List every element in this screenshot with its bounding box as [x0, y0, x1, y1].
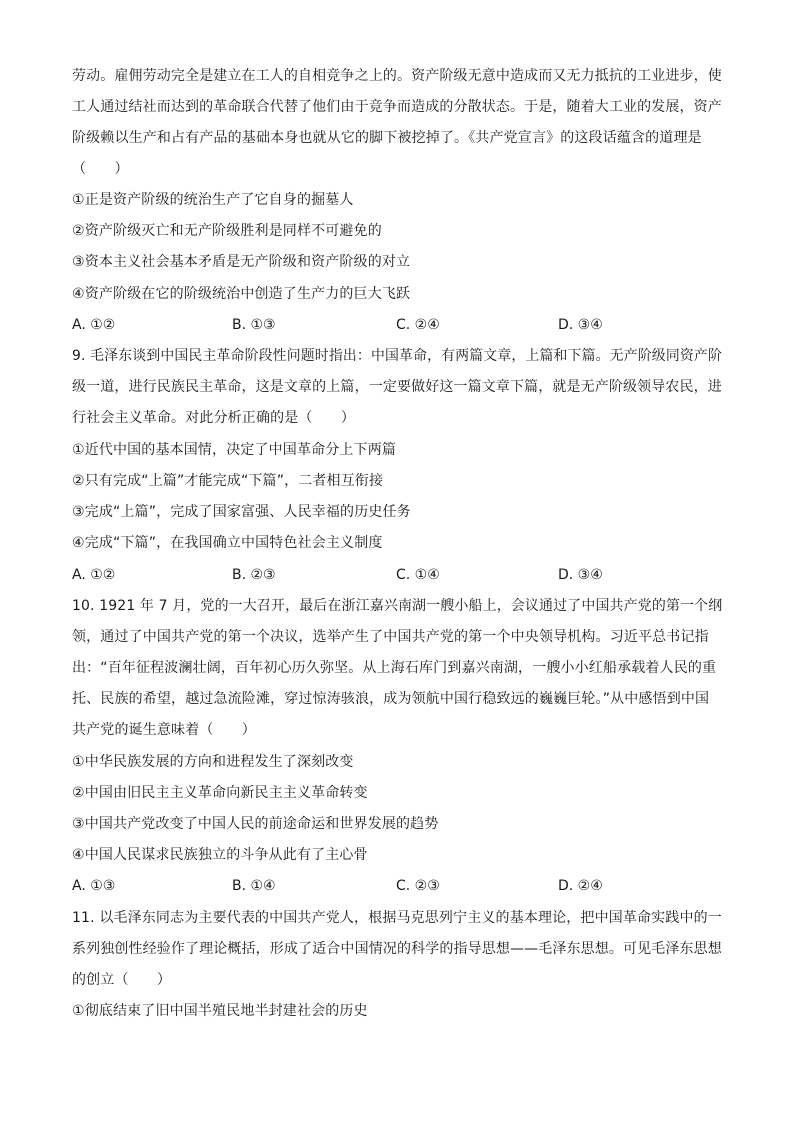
question-11-stem-line: 的创立（ ）: [72, 972, 172, 988]
question-8-statement: ③资本主义社会基本矛盾是无产阶级和资产阶级的对立: [72, 254, 411, 270]
question-8-option-c[interactable]: C. ②④: [396, 317, 440, 333]
question-9-option-a[interactable]: A. ①②: [72, 567, 116, 583]
question-9-stem-line: 9. 毛泽东谈到中国民主革命阶段性问题时指出：中国革命，有两篇文章，上篇和下篇。无产阶级同资产阶: [72, 348, 723, 364]
question-10-stem-line: 领，通过了中国共产党的第一个决议，选举产生了中国共产党的第一个中央领导机构。习近平总书记指: [72, 629, 709, 645]
question-10-stem-line: 出：“百年征程波澜壮阔，百年初心历久弥坚。从上海石库门到嘉兴南湖，一艘小小红船承载着人民的重: [72, 660, 717, 676]
question-11-stem-line: 11. 以毛泽东同志为主要代表的中国共产党人，根据马克思列宁主义的基本理论，把中国革命实践中的一: [72, 910, 722, 926]
question-10-option-b[interactable]: B. ①④: [232, 878, 276, 894]
question-8-statement: ④资产阶级在它的阶级统治中创造了生产力的巨大飞跃: [72, 286, 411, 302]
question-8-stem-line: 阶级赖以生产和占有产品的基础本身也就从它的脚下被挖掉了。《共产党宣言》的这段话蕴含的道理是: [72, 130, 702, 146]
question-9-option-b[interactable]: B. ②③: [232, 567, 276, 583]
question-9-option-c[interactable]: C. ①④: [396, 567, 440, 583]
question-8-stem-line: 工人通过结社而达到的革命联合代替了他们由于竞争而造成的分散状态。于是，随着大工业的发展，资产: [72, 99, 722, 115]
question-10-option-a[interactable]: A. ①③: [72, 878, 116, 894]
question-9-stem-line: 行社会主义革命。对此分析正确的是（ ）: [72, 410, 355, 426]
question-8-stem-line: 劳动。雇佣劳动完全是建立在工人的自相竞争之上的。资产阶级无意中造成而又无力抵抗的工业进步，使: [72, 68, 722, 84]
question-11-stem-line: 系列独创性经验作了理论概括，形成了适合中国情况的科学的指导思想——毛泽东思想。可见毛泽东思想: [72, 941, 722, 957]
question-10-statement: ②中国由旧民主主义革命向新民主主义革命转变: [72, 785, 368, 801]
question-8-option-b[interactable]: B. ①③: [232, 317, 276, 333]
question-8-statement: ①正是资产阶级的统治生产了它自身的掘墓人: [72, 192, 354, 208]
question-10-stem-line: 托、民族的希望，越过急流险滩，穿过惊涛骇浪，成为领航中国行稳致远的巍巍巨轮。”从中感悟到中国: [72, 691, 710, 707]
question-9-option-d[interactable]: D. ③④: [558, 567, 603, 583]
question-11-statement: ①彻底结束了旧中国半殖民地半封建社会的历史: [72, 1003, 368, 1019]
question-9-statement: ②只有完成“上篇”才能完成“下篇”，二者相互衔接: [72, 473, 384, 489]
question-9-stem-line: 级一道，进行民族民主革命，这是文章的上篇，一定要做好这一篇文章下篇，就是无产阶级领导农民，进: [72, 379, 722, 395]
question-10-option-d[interactable]: D. ②④: [558, 878, 603, 894]
question-9-statement: ④完成“下篇”，在我国确立中国特色社会主义制度: [72, 535, 383, 551]
question-9-statement: ①近代中国的基本国情，决定了中国革命分上下两篇: [72, 442, 396, 458]
question-10-stem-line: 10. 1921 年 7 月，党的一大召开，最后在浙江嘉兴南湖一艘小船上，会议通过了中国共产党的第一个纲: [72, 598, 723, 614]
question-10-statement: ③中国共产党改变了中国人民的前途命运和世界发展的趋势: [72, 816, 439, 832]
question-10-option-c[interactable]: C. ②③: [396, 878, 440, 894]
question-9-statement: ③完成“上篇”，完成了国家富强、人民幸福的历史任务: [72, 504, 411, 520]
question-10-statement: ①中华民族发展的方向和进程发生了深刻改变: [72, 754, 354, 770]
question-10-stem-line: 共产党的诞生意味着（ ）: [72, 722, 256, 738]
question-8-statement: ②资产阶级灭亡和无产阶级胜利是同样不可避免的: [72, 223, 382, 239]
question-8-option-d[interactable]: D. ③④: [558, 317, 603, 333]
question-10-statement: ④中国人民谋求民族独立的斗争从此有了主心骨: [72, 847, 368, 863]
question-8-stem-line: （ ）: [72, 161, 129, 177]
question-8-option-a[interactable]: A. ①②: [72, 317, 116, 333]
